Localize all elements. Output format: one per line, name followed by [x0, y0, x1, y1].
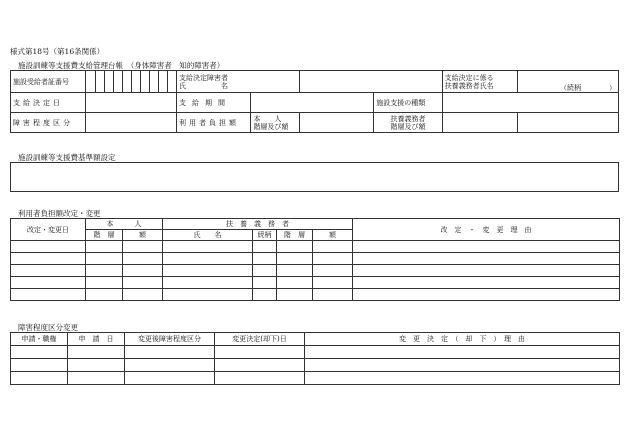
burden-self-header: 本 人: [86, 219, 163, 230]
disability-class-label: 障害程度区分: [11, 113, 86, 133]
period-value[interactable]: [251, 93, 374, 113]
table-row[interactable]: [11, 277, 620, 289]
disability-new-class-header: 変更後障害程度区分: [125, 333, 215, 346]
disability-class-value[interactable]: [86, 113, 176, 133]
burden-supporter-name: 氏 名: [163, 230, 253, 241]
relation-label: （続柄 ）: [518, 71, 619, 93]
supporter-tier-value[interactable]: [442, 113, 517, 133]
table-row[interactable]: [11, 346, 620, 359]
form-number: 様式第18号（第16条関係）: [10, 47, 105, 56]
decision-date-label: 支給決定日: [11, 93, 86, 113]
recipient-name-label: 支給決定障害者 氏 名: [176, 71, 299, 93]
base-amount-box[interactable]: [10, 162, 619, 192]
table-row[interactable]: [11, 359, 620, 372]
burden-change-table: [10, 218, 620, 301]
form-title: 施設訓練等支援費支給管理台帳 （身体障害者 知的障害者）: [18, 61, 225, 70]
table-row[interactable]: [11, 289, 620, 301]
cert-number-label: 施設受給者証番号: [11, 71, 86, 93]
burden-self-amount: 額: [123, 230, 163, 241]
disability-reason-header: 変 更 決 定 （ 却 下 ） 理 由: [305, 333, 620, 346]
table-row[interactable]: [11, 241, 620, 253]
self-tier-label: 本 人 階層及び額: [251, 113, 299, 133]
burden-change-heading: 利用者負担額改定・変更: [18, 209, 101, 218]
top-info-table: [10, 70, 619, 133]
burden-supporter-header: 扶 養 義 務 者: [163, 219, 353, 230]
recipient-name-value[interactable]: [299, 71, 442, 93]
user-burden-label: 利用者負担額: [176, 113, 250, 133]
disability-apply-date-header: 申 請 日: [68, 333, 125, 346]
burden-supporter-relation: 続柄: [253, 230, 277, 241]
supporter-tier-label: 扶養義務者 階層及び額: [374, 113, 442, 133]
burden-supporter-tier: 階 層: [277, 230, 313, 241]
base-amount-heading: 施設訓練等支援費基準額設定: [18, 153, 116, 162]
table-row[interactable]: [11, 372, 620, 385]
decision-date-value[interactable]: [86, 93, 176, 113]
burden-reason-header: 改 定 ・ 変 更 理 由: [353, 219, 620, 241]
disability-reason-type-header: 申請・職権: [11, 333, 68, 346]
guardian-name-label: 支給決定に係る 扶養義務者氏名: [442, 71, 517, 93]
self-tier-value[interactable]: [299, 113, 373, 133]
facility-type-label: 施設支援の種類: [374, 93, 442, 113]
burden-supporter-amount: 額: [313, 230, 353, 241]
burden-self-tier: 階 層: [86, 230, 123, 241]
table-row[interactable]: [11, 253, 620, 265]
disability-change-heading: 障害程度区分変更: [18, 323, 78, 332]
burden-date-header: 改定・変更日: [11, 219, 86, 241]
table-row[interactable]: [11, 265, 620, 277]
disability-change-table: [10, 332, 620, 385]
period-label: 支給期間: [176, 93, 250, 113]
facility-type-value[interactable]: [442, 93, 618, 113]
disability-decision-date-header: 変更決定(却下)日: [215, 333, 305, 346]
